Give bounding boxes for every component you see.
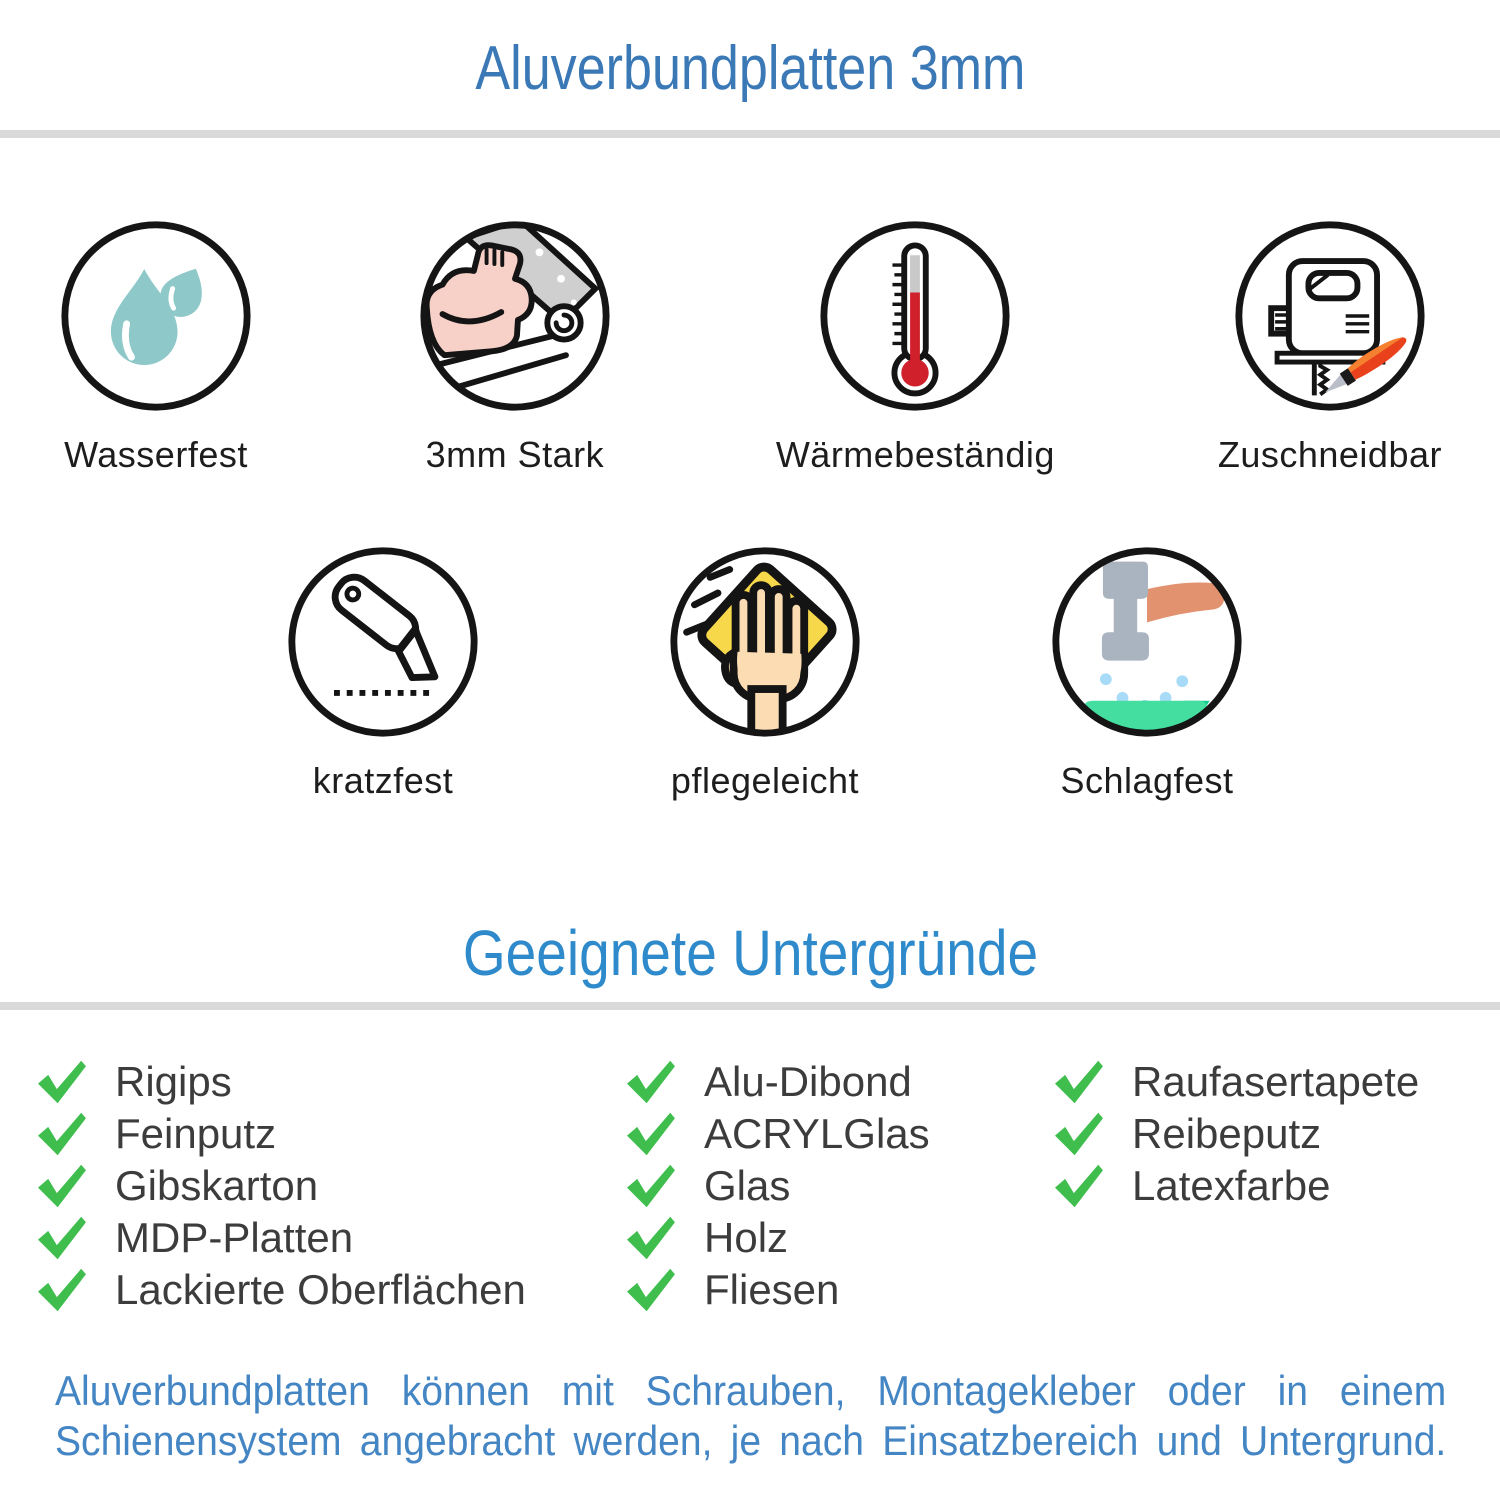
section-title-untergruende (0, 914, 1500, 992)
water-drops-icon (58, 218, 254, 414)
feature-label: Zuschneidbar (1217, 434, 1442, 475)
list-item: Latexfarbe (1050, 1160, 1490, 1212)
jigsaw-icon (1232, 218, 1428, 414)
check-icon (33, 1112, 87, 1156)
check-icon (1050, 1060, 1104, 1104)
utility-knife-icon (285, 544, 481, 740)
feature-label: pflegeleicht (670, 760, 860, 801)
list-item: Glas (622, 1160, 1050, 1212)
mounting-note: Aluverbundplatten können mit Schrauben, Montagekleber oder in einem Schienensystem angebracht werden, je nach Einsatzbereich und Untergrund. (55, 1367, 1447, 1464)
feature-label: kratzfest (312, 760, 454, 801)
divider-top (0, 130, 1500, 138)
check-icon (33, 1164, 87, 1208)
feature-label: Schlagfest (1060, 760, 1234, 801)
checklist-column-2 (622, 1056, 1050, 1316)
feature-row-1 (0, 218, 1500, 476)
feature-row-2 (30, 544, 1500, 802)
checklist-column-3 (1050, 1056, 1490, 1212)
list-item: Fliesen (622, 1264, 1050, 1316)
check-icon (33, 1216, 87, 1260)
list-item: Feinputz (33, 1108, 622, 1160)
feature-label: 3mm Stark (425, 434, 605, 475)
feature-kratzfest (285, 544, 481, 802)
checklist-column-1 (33, 1056, 622, 1316)
feature-zuschneidbar (1218, 218, 1442, 476)
list-item: Alu-Dibond (622, 1056, 1050, 1108)
feature-wasserfest (58, 218, 254, 476)
section-title-text: Geeignete Untergründe (462, 917, 1038, 989)
divider-middle (0, 1002, 1500, 1010)
check-icon (33, 1268, 87, 1312)
muscle-arm-icon (417, 218, 613, 414)
page-title (0, 0, 1500, 104)
list-item: Holz (622, 1212, 1050, 1264)
check-icon (622, 1060, 676, 1104)
list-item: ACRYLGlas (622, 1108, 1050, 1160)
cleaning-hand-icon (667, 544, 863, 740)
check-icon (33, 1060, 87, 1104)
check-icon (1050, 1112, 1104, 1156)
check-icon (622, 1268, 676, 1312)
thermometer-icon (817, 218, 1013, 414)
feature-waermebestaendig (776, 218, 1055, 476)
list-item: Raufasertapete (1050, 1056, 1490, 1108)
check-icon (1050, 1164, 1104, 1208)
feature-label: Wasserfest (64, 434, 248, 475)
list-item: MDP-Platten (33, 1212, 622, 1264)
check-icon (622, 1216, 676, 1260)
list-item: Rigips (33, 1056, 622, 1108)
list-item: Reibeputz (1050, 1108, 1490, 1160)
feature-label: Wärmebeständig (775, 434, 1055, 475)
feature-pflegeleicht (667, 544, 863, 802)
check-icon (622, 1164, 676, 1208)
list-item: Lackierte Oberflächen (33, 1264, 622, 1316)
feature-3mm-stark (417, 218, 613, 476)
substrate-checklist (0, 1056, 1500, 1316)
feature-schlagfest (1049, 544, 1245, 802)
list-item: Gibskarton (33, 1160, 622, 1212)
page-title-text: Aluverbundplatten 3mm (474, 34, 1026, 103)
check-icon (622, 1112, 676, 1156)
hammer-icon (1049, 544, 1245, 740)
